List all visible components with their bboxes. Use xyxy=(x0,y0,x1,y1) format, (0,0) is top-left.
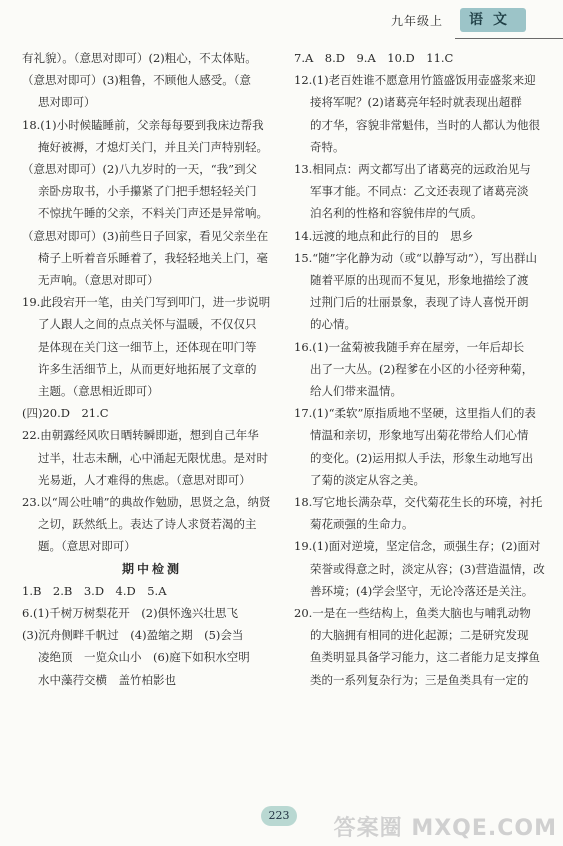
text-line: 的变化。(2)运用拟人手法，形象生动地写出 xyxy=(310,450,534,465)
text-line: 泊名利的性格和容貌伟岸的气质。 xyxy=(310,206,483,221)
text-line: 7.A 8.D 9.A 10.D 11.C xyxy=(294,51,454,65)
grade-label: 九年级上 xyxy=(391,14,444,28)
text-line: 荣誉或得意之时，淡定从容；(3)营造温情，改 xyxy=(310,561,545,576)
text-line: 给人们带来温情。 xyxy=(310,384,402,399)
text-line: 20.一是在一些结构上，鱼类大脑也与哺乳动物 xyxy=(294,606,531,621)
right-column xyxy=(294,47,556,691)
text-line: 主题。（意思相近即可） xyxy=(38,384,159,399)
text-line: 有礼貌）。（意思对即可）(2)粗心，不太体贴。 xyxy=(22,51,257,65)
text-line: 是体现在关门这一细节上，还体现在叩门等 xyxy=(38,339,257,354)
text-line: 掩好被褥，才熄灯关门，并且关门声特别轻。 xyxy=(38,139,268,154)
text-line: 18.(1)小时候瞌睡前，父亲每每要到我床边帮我 xyxy=(22,117,264,132)
text-line: 菊花顽强的生命力。 xyxy=(310,517,414,532)
text-line: 23.以“周公吐哺”的典故作勉励，思贤之急，纳贤 xyxy=(22,495,271,510)
text-line: 类的一系列复杂行为；三是鱼类具有一定的 xyxy=(310,672,529,687)
text-line: 军事才能。不同点：乙文还表现了诸葛亮淡 xyxy=(310,184,529,199)
text-line: 随着平原的出现而不复见，形象地描绘了渡 xyxy=(310,273,529,288)
text-line: 许多生活细节上，从而更好地拓展了文章的 xyxy=(38,361,257,376)
text-line: （意思对即可）(2)八九岁时的一天，“我”到父 xyxy=(22,162,258,177)
text-line: 18.写它地长满杂草，交代菊花生长的环境，衬托 xyxy=(294,495,543,510)
text-line: 了人跟人之间的点点关怀与温暖，不仅仅只 xyxy=(38,317,257,332)
section-title: 期中检测 xyxy=(121,561,182,576)
text-line: 水中藻荇交横 盖竹柏影也 xyxy=(38,672,176,687)
text-line: 不惊扰午睡的父亲，不料关门声还是异常响。 xyxy=(38,206,268,221)
text-line: (四)20.D 21.C xyxy=(22,406,109,421)
text-line: 13.相同点：两文都写出了诸葛亮的远政治见与 xyxy=(294,162,531,177)
text-line: 16.(1)一盆菊被我随手弃在屋旁，一年后却长 xyxy=(294,339,525,354)
text-line: （意思对即可）(3)粗鲁，不顾他人感受。（意 xyxy=(22,73,252,88)
text-line: 过荆门后的壮丽景象，表现了诗人喜悦开朗 xyxy=(310,295,529,310)
text-line: 题。（意思对即可） xyxy=(38,539,136,554)
text-line: 椅子上听着音乐睡着了，我轻轻地关上门，毫 xyxy=(38,250,268,265)
text-line: 亲卧房取书，小手攥紧了门把手想轻轻关门 xyxy=(38,184,257,199)
text-line: 6.(1)千树万树梨花开 (2)俱怀逸兴壮思飞 xyxy=(22,606,239,621)
text-line: 之切，跃然纸上。表达了诗人求贤若渴的主 xyxy=(38,517,257,532)
text-line: 过半，壮志未酬，心中涌起无限忧患。是对时 xyxy=(38,450,268,465)
text-line: 19.(1)面对逆境，坚定信念，顽强生存；(2)面对 xyxy=(294,539,541,554)
watermark: 答案圈 MXQE.COM xyxy=(333,816,557,841)
text-line: 鱼类明显具备学习能力，这二者能力足支撑鱼 xyxy=(310,650,540,665)
text-line: 奇特。 xyxy=(310,139,345,154)
text-line: 17.(1)“柔软”原指质地不坚硬，这里指人们的表 xyxy=(294,406,536,421)
page-number: 223 xyxy=(261,806,297,826)
text-line: 善环境；(4)学会坚守，无论冷落还是关注。 xyxy=(310,583,534,598)
text-line: (3)沉舟侧畔千帆过 (4)盈缩之期 (5)会当 xyxy=(22,628,244,643)
text-line: 14.远渡的地点和此行的目的 思乡 xyxy=(294,228,474,243)
text-line: 接将军呢？(2)诸葛亮年轻时就表现出超群 xyxy=(310,95,522,110)
text-line: 光易逝，人才难得的焦虑。（意思对即可） xyxy=(38,472,251,487)
text-line: 思对即可） xyxy=(38,95,96,110)
text-line: 的心情。 xyxy=(310,317,356,332)
text-line: 凌绝顶 一览众山小 (6)庭下如积水空明 xyxy=(38,650,250,665)
text-line: 出了一大丛。(2)程爹在小区的小径旁种菊， xyxy=(310,361,534,376)
text-line: 19.此段宕开一笔，由关门写到叩门，进一步说明 xyxy=(22,295,271,310)
text-line: 情温和亲切，形象地写出菊花带给人们心情 xyxy=(310,428,529,443)
text-line: 了菊的淡定从容之美。 xyxy=(310,472,425,487)
subject-badge: 语文 xyxy=(460,8,526,32)
text-line: 的才华，容貌非常魁伟，当时的人都认为他很 xyxy=(310,117,540,132)
text-line: 1.B 2.B 3.D 4.D 5.A xyxy=(22,583,167,598)
text-line: 22.由朝露经风吹日晒转瞬即逝，想到自己年华 xyxy=(22,428,259,443)
text-line: （意思对即可）(3)前些日子回家，看见父亲坐在 xyxy=(22,228,269,243)
header-rule xyxy=(455,38,563,39)
left-column xyxy=(22,47,282,691)
text-line: 12.(1)老百姓谁不愿意用竹篮盛饭用壶盛浆来迎 xyxy=(294,73,536,88)
text-line: 15.“随”字化静为动（或“以静写动”），写出群山 xyxy=(294,250,538,265)
text-line: 的大脑拥有相同的进化起源；二是研究发现 xyxy=(310,628,529,643)
text-line: 无声响。（意思对即可） xyxy=(38,273,159,288)
